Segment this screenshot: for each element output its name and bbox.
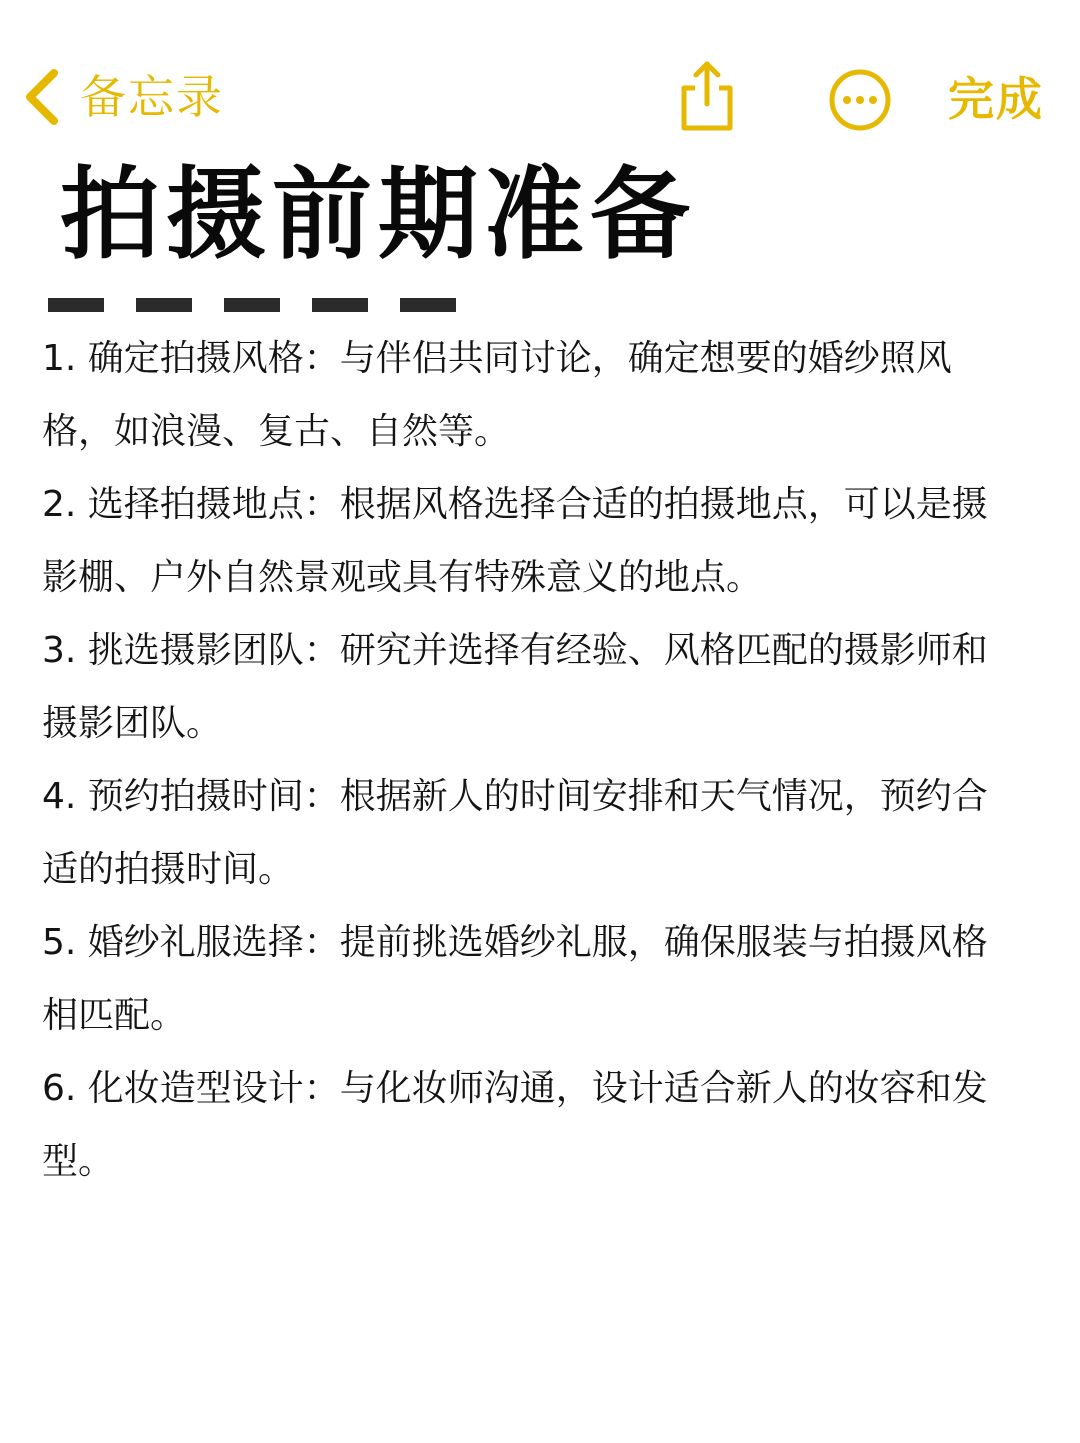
note-item: 6. 化妆造型设计：与化妆师沟通，设计适合新人的妆容和发型。 (42, 1068, 988, 1182)
done-button[interactable]: 完成 (948, 72, 1044, 126)
more-button[interactable] (828, 68, 892, 132)
divider-dash (224, 298, 280, 312)
divider-dash (312, 298, 368, 312)
divider-dash (136, 298, 192, 312)
divider-dash (48, 298, 104, 312)
ellipsis-circle-icon (828, 68, 892, 132)
note-body[interactable] (42, 322, 1002, 1198)
back-button[interactable] (22, 62, 224, 132)
share-icon (676, 58, 738, 134)
note-title: 拍摄前期准备 (60, 156, 696, 273)
navbar (0, 0, 1080, 150)
share-button[interactable] (676, 58, 738, 134)
back-label: 备忘录 (80, 70, 224, 124)
note-item: 4. 预约拍摄时间：根据新人的时间安排和天气情况，预约合适的拍摄时间。 (42, 776, 988, 890)
note-item: 1. 确定拍摄风格：与伴侣共同讨论，确定想要的婚纱照风格，如浪漫、复古、自然等。 (42, 338, 952, 452)
note-item: 3. 挑选摄影团队：研究并选择有经验、风格匹配的摄影师和摄影团队。 (42, 630, 988, 744)
divider-dash (400, 298, 456, 312)
note-item: 2. 选择拍摄地点：根据风格选择合适的拍摄地点，可以是摄影棚、户外自然景观或具有特殊意义的地点。 (42, 484, 988, 598)
note-item: 5. 婚纱礼服选择：提前挑选婚纱礼服，确保服装与拍摄风格相匹配。 (42, 922, 988, 1036)
chevron-left-icon (22, 67, 62, 127)
dash-divider (48, 298, 456, 312)
